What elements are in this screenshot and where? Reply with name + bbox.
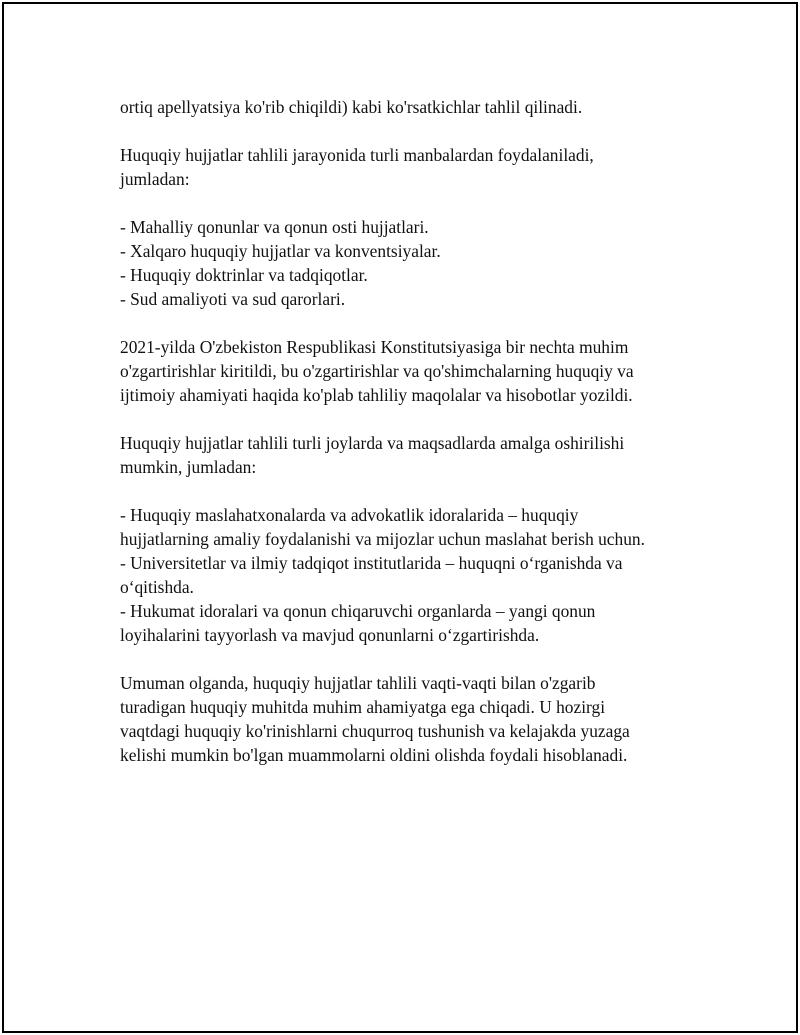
- text-line: 2021-yilda O'zbekiston Respublikasi Konstitutsiyasiga bir nechta muhim: [120, 337, 629, 357]
- list-item: - Xalqaro huquqiy hujjatlar va konventsiyalar.: [120, 241, 441, 261]
- text-line: kelishi mumkin bo'lgan muammolarni oldini olishda foydali hisoblanadi.: [120, 745, 628, 765]
- text-line: vaqtdagi huquqiy ko'rinishlarni chuqurroq tushunish va kelajakda yuzaga: [120, 721, 630, 741]
- paragraph-sources-intro: [120, 143, 700, 191]
- list-item-continuation: o‘qitishda.: [120, 577, 194, 597]
- list-item: - Sud amaliyoti va sud qarorlari.: [120, 289, 346, 309]
- usage-list: [120, 503, 700, 647]
- paragraph-conclusion: [120, 671, 700, 767]
- list-item: - Universitetlar va ilmiy tadqiqot institutlarida – huquqni o‘rganishda va: [120, 553, 623, 573]
- text-line: ortiq apellyatsiya ko'rib chiqildi) kabi ko'rsatkichlar tahlil qilinadi.: [120, 97, 583, 117]
- text-line: Huquqiy hujjatlar tahlili turli joylarda va maqsadlarda amalga oshirilishi: [120, 433, 625, 453]
- list-item-continuation: hujjatlarning amaliy foydalanishi va mijozlar uchun maslahat berish uchun.: [120, 529, 645, 549]
- paragraph-usage-intro: [120, 431, 700, 479]
- text-line: turadigan huquqiy muhitda muhim ahamiyatga ega chiqadi. U hozirgi: [120, 697, 606, 717]
- text-line: Umuman olganda, huquqiy hujjatlar tahlili vaqti-vaqti bilan o'zgarib: [120, 673, 596, 693]
- list-item: - Mahalliy qonunlar va qonun osti hujjatlari.: [120, 217, 429, 237]
- paragraph-constitution: [120, 335, 700, 407]
- list-item: - Huquqiy doktrinlar va tadqiqotlar.: [120, 265, 368, 285]
- list-item: - Hukumat idoralari va qonun chiqaruvchi organlarda – yangi qonun: [120, 601, 596, 621]
- sources-list: [120, 215, 700, 311]
- text-line: mumkin, jumladan:: [120, 457, 257, 477]
- list-item: - Huquqiy maslahatxonalarda va advokatlik idoralarida – huquqiy: [120, 505, 579, 525]
- document-body: [120, 95, 700, 791]
- text-line: Huquqiy hujjatlar tahlili jarayonida turli manbalardan foydalaniladi,: [120, 145, 594, 165]
- list-item-continuation: loyihalarini tayyorlash va mavjud qonunlarni o‘zgartirishda.: [120, 625, 540, 645]
- paragraph-continuation: [120, 95, 700, 119]
- text-line: o'zgartirishlar kiritildi, bu o'zgartirishlar va qo'shimchalarning huquqiy va: [120, 361, 634, 381]
- text-line: ijtimoiy ahamiyati haqida ko'plab tahliliy maqolalar va hisobotlar yozildi.: [120, 385, 633, 405]
- text-line: jumladan:: [120, 169, 190, 189]
- page-frame: [2, 2, 798, 1033]
